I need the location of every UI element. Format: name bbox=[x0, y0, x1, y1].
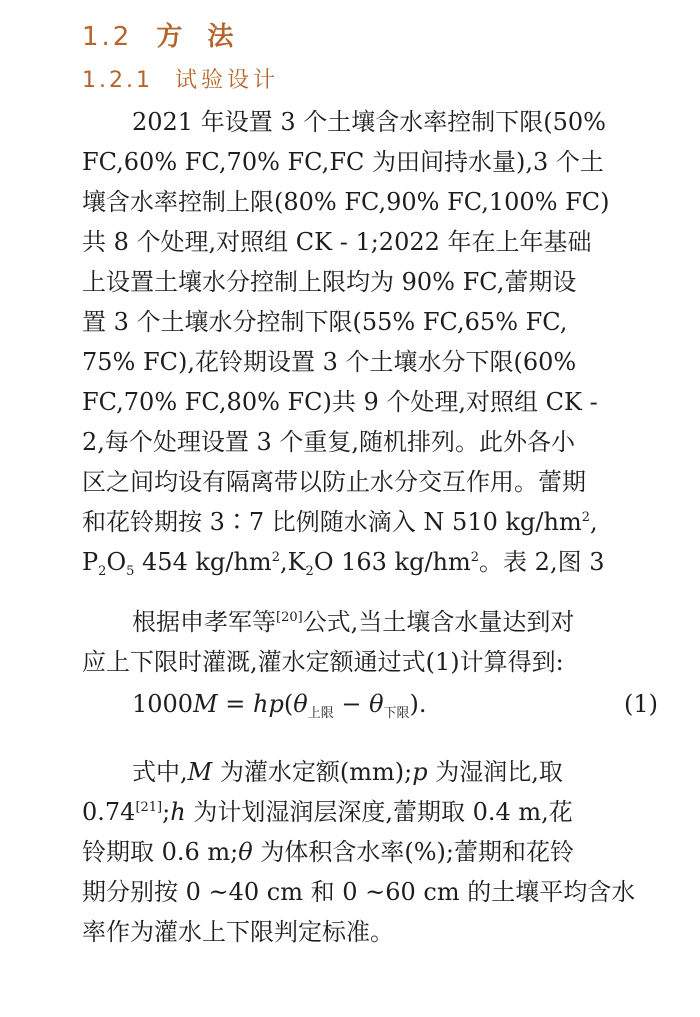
equation-number: (1) bbox=[624, 690, 658, 718]
paragraph-line: 铃期取 0.6 m;θ 为体积含水率(%);蕾期和花铃 bbox=[82, 838, 574, 866]
section-number: 1.2 bbox=[82, 22, 133, 52]
paragraph-line: 期分别按 0 ~40 cm 和 0 ~60 cm 的土壤平均含水 bbox=[82, 878, 636, 906]
paragraph-line: FC,60% FC,70% FC,FC 为田间持水量),3 个土 bbox=[82, 148, 604, 176]
paragraph-line: $P_2O_5$ 454 $kg/hm^2,K_2O$ 163 $kg/hm^2$。表 2,图 3 bbox=[82, 548, 605, 579]
paragraph-line: 率作为灌水上下限判定标准。 bbox=[82, 918, 394, 946]
paragraph-line: 上设置土壤水分控制上限均为 90% FC,蕾期设 bbox=[82, 268, 577, 296]
section-title: 方 法 bbox=[156, 22, 242, 52]
subsection-number: 1.2.1 bbox=[82, 68, 153, 93]
paragraph-line: 置 3 个土壤水分控制下限(55% FC,65% FC, bbox=[82, 308, 568, 336]
paragraph-line: 式中,M 为灌水定额(mm);p 为湿润比,取 bbox=[132, 758, 563, 786]
paragraph-line: 根据申孝军等[20]公式,当土壤含水量达到对 bbox=[132, 608, 575, 636]
section-heading bbox=[82, 16, 241, 53]
paragraph-line: 2,每个处理设置 3 个重复,随机排列。此外各小 bbox=[82, 428, 576, 456]
citation-ref[interactable]: [20] bbox=[276, 610, 303, 625]
paragraph-line: 区之间均设有隔离带以防止水分交互作用。蕾期 bbox=[82, 468, 586, 496]
citation-ref[interactable]: [21] bbox=[135, 800, 163, 815]
subsection-heading bbox=[82, 63, 279, 94]
paragraph-line: 75% FC),花铃期设置 3 个土壤水分下限(60% bbox=[82, 348, 577, 376]
paragraph-line: FC,70% FC,80% FC)共 9 个处理,对照组 CK - bbox=[82, 388, 598, 416]
paragraph-line: 应上下限时灌溉,灌水定额通过式(1)计算得到: bbox=[82, 648, 564, 676]
subsection-title: 试验设计 bbox=[174, 68, 279, 93]
paragraph-line: 0.74[21];h 为计划湿润层深度,蕾期取 0.4 m,花 bbox=[82, 798, 573, 826]
equation-1: $1000M = hp(\theta_{上限} - \theta_{下限})$. (1) bbox=[132, 686, 658, 722]
paragraph-line: 和花铃期按 3∶7 比例随水滴入 N 510 $kg/hm^2$, bbox=[82, 508, 598, 536]
paragraph-line: 2021 年设置 3 个土壤含水率控制下限(50% bbox=[132, 108, 606, 136]
paragraph-line: 共 8 个处理,对照组 CK - 1;2022 年在上年基础 bbox=[82, 228, 592, 256]
paragraph-line: 壤含水率控制上限(80% FC,90% FC,100% FC) bbox=[82, 188, 610, 216]
